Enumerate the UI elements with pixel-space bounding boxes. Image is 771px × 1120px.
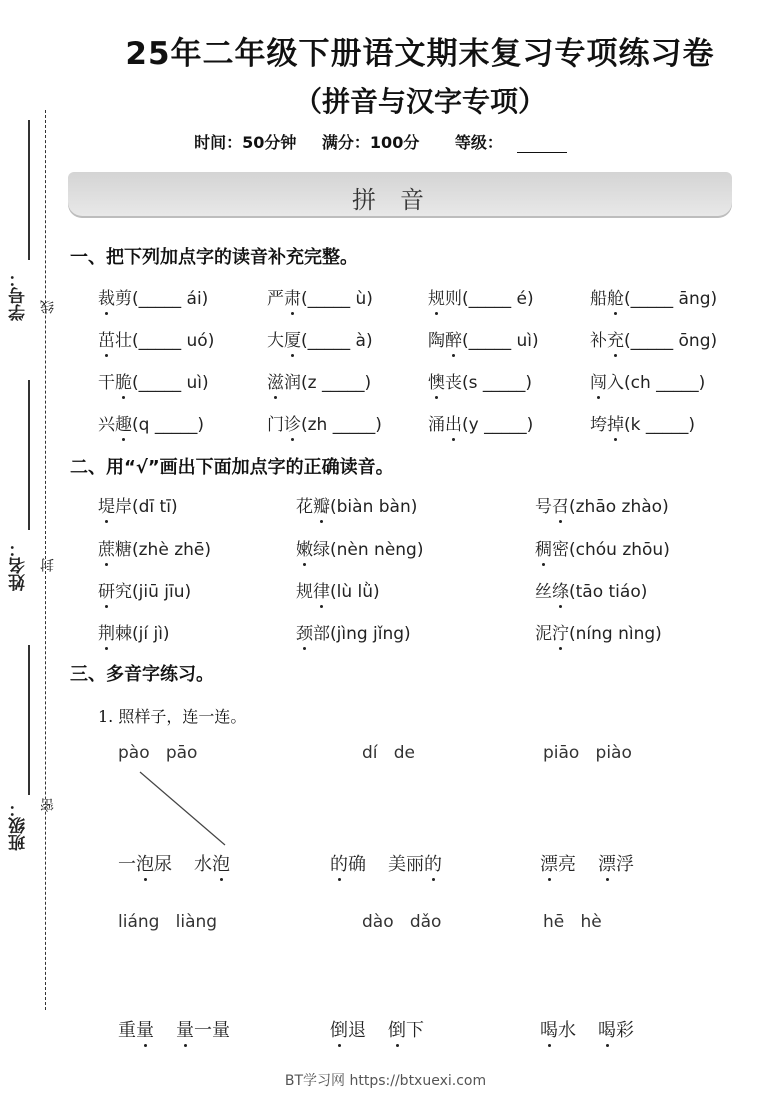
word-char: 亮 [558,854,576,875]
dotted-char: 瓣 [313,497,330,517]
section1-pinyin[interactable]: (_____ ōng) [624,331,718,351]
word-char: 剪 [115,289,132,309]
word-b [598,854,634,875]
word-a [118,1020,154,1041]
word-char: 规 [296,582,313,602]
section1-pinyin[interactable]: (_____ é) [462,289,534,309]
word-char: 丝 [535,582,552,602]
dotted-char: 稠 [535,540,552,560]
dotted-char: 肃 [284,289,301,309]
pinyin-pair[interactable]: liáng liàng [118,912,218,932]
dotted-char: 懊 [428,373,445,393]
word-char: 干 [98,373,115,393]
id-label: 学号： [9,270,29,321]
dotted-char: 堤 [98,497,115,517]
dotted-char: 趣 [115,415,132,435]
dotted-char: 漂 [540,854,558,875]
dotted-char: 醉 [445,331,462,351]
section2-pinyin[interactable]: (jí jì) [132,624,170,644]
word-pair [118,850,230,876]
section2-pinyin[interactable]: (lù lǜ) [330,582,380,602]
section2-pinyin[interactable]: (níng nìng) [569,624,662,644]
dotted-char: 喝 [598,1020,616,1041]
word-char: 花 [296,497,313,517]
word-pair [330,850,442,876]
section1-pinyin[interactable]: (s _____) [462,373,533,393]
dotted-char: 滋 [267,373,284,393]
word-pair [540,850,634,876]
section1-pinyin[interactable]: (k _____) [624,415,696,435]
pinyin-pair[interactable]: hē hè [543,912,602,932]
word-b [194,854,230,875]
word-char: 下 [406,1020,424,1041]
dotted-char: 召 [552,497,569,517]
word-a [540,854,576,875]
section3-heading: 三、多音字练习。 [70,664,214,685]
word-char: 退 [348,1020,366,1041]
dotted-char: 研 [98,582,115,602]
section3-sub: 1. 照样子，连一连。 [98,707,247,726]
word-char: 确 [348,854,366,875]
word-char: 浮 [616,854,634,875]
dotted-char: 量 [176,1020,194,1041]
dotted-char: 泡 [212,854,230,875]
dotted-char: 充 [607,331,624,351]
section1-pinyin[interactable]: (_____ āng) [624,289,718,309]
word-char: 一 [194,1020,212,1041]
section1-pinyin[interactable]: (_____ ái) [132,289,209,309]
section2-pinyin[interactable]: (jìng jǐng) [330,624,411,644]
section2-pinyin[interactable]: (tāo tiáo) [569,582,648,602]
dotted-char: 量 [136,1020,154,1041]
pinyin-pair[interactable]: pào pāo [118,743,198,763]
word-pair [118,1016,230,1042]
section1-pinyin[interactable]: (q _____) [132,415,204,435]
dotted-char: 裁 [98,289,115,309]
dotted-char: 舱 [607,289,624,309]
name-label: 姓名： [9,540,29,591]
page-subtitle: （拼音与汉字专项） [293,85,546,118]
word-char: 岸 [115,497,132,517]
page-title: 25年二年级下册语文期末复习专项练习卷 [125,36,715,72]
dotted-char: 漂 [598,854,616,875]
word-b [176,1020,230,1041]
word-b [598,1020,634,1041]
word-char: 入 [607,373,624,393]
word-pair [330,1016,424,1042]
word-pair [540,1016,634,1042]
seal-seal-mark: 封 [40,558,56,572]
word-char: 严 [267,289,284,309]
section2-pinyin[interactable]: (jiū jīu) [132,582,192,602]
word-char: 大 [267,331,284,351]
word-char: 尿 [154,854,172,875]
word-char: 重 [118,1020,136,1041]
section1-pinyin[interactable]: (y _____) [462,415,534,435]
dotted-char: 茁 [98,331,115,351]
word-char: 润 [284,373,301,393]
word-char: 兴 [98,415,115,435]
dotted-char: 嫩 [296,540,313,560]
word-a [330,854,366,875]
section1-pinyin[interactable]: (_____ uì) [132,373,209,393]
section2-heading: 二、用“√”画出下面加点字的正确读音。 [70,457,394,478]
word-a [540,1020,576,1041]
dotted-char: 脆 [115,373,132,393]
word-char: 水 [558,1020,576,1041]
pinyin-pair[interactable]: dí de [362,743,415,763]
grade-label: 等级： [454,133,503,152]
section2-pinyin[interactable]: (biàn bàn) [330,497,418,517]
pinyin-pair[interactable]: piāo piào [543,743,632,763]
word-char: 一 [118,854,136,875]
dotted-char: 掉 [607,415,624,435]
dotted-char: 倒 [388,1020,406,1041]
section1-pinyin[interactable]: (zh _____) [301,415,382,435]
dotted-char: 厦 [284,331,301,351]
word-char: 丧 [445,373,462,393]
word-char: 量 [212,1020,230,1041]
word-char: 美 [388,854,406,875]
dotted-char: 的 [424,854,442,875]
word-char: 密 [552,540,569,560]
word-char: 泥 [535,624,552,644]
section1-pinyin[interactable]: (z _____) [301,373,372,393]
word-char: 丽 [406,854,424,875]
word-char: 涌 [428,415,445,435]
score-info: 满分：100分 [321,133,420,152]
word-a [118,854,172,875]
section2-pinyin[interactable]: (zhāo zhào) [569,497,669,517]
word-char: 则 [445,289,462,309]
word-char: 船 [590,289,607,309]
section1-heading: 一、把下列加点字的读音补充完整。 [70,247,358,268]
word-b [388,1020,424,1041]
word-char: 绿 [313,540,330,560]
word-b [388,854,442,875]
word-char: 门 [267,415,284,435]
word-char: 陶 [428,331,445,351]
section2-pinyin[interactable]: (dī tī) [132,497,178,517]
dotted-char: 蔗 [98,540,115,560]
section2-pinyin[interactable]: (zhè zhē) [132,540,211,560]
dotted-char: 规 [428,289,445,309]
word-char: 糖 [115,540,132,560]
word-char: 补 [590,331,607,351]
word-char: 壮 [115,331,132,351]
seal-line-mark: 线 [40,300,56,314]
word-char: 部 [313,624,330,644]
dotted-char: 的 [330,854,348,875]
section1-pinyin[interactable]: (_____ uó) [132,331,215,351]
section1-pinyin[interactable]: (_____ uì) [462,331,539,351]
time-info: 时间：50分钟 [194,133,297,152]
dotted-char: 出 [445,415,462,435]
dotted-char: 泞 [552,624,569,644]
section1-pinyin[interactable]: (ch _____) [624,373,706,393]
section1-pinyin[interactable]: (_____ ù) [301,289,373,309]
dotted-char: 颈 [296,624,313,644]
dotted-char: 喝 [540,1020,558,1041]
section2-pinyin[interactable]: (chóu zhōu) [569,540,670,560]
dotted-char: 绦 [552,582,569,602]
word-char: 垮 [590,415,607,435]
word-char: 号 [535,497,552,517]
pinyin-pair[interactable]: dào dǎo [362,912,442,932]
word-char: 水 [194,854,212,875]
word-a [330,1020,366,1041]
dotted-char: 闯 [590,373,607,393]
word-char: 究 [115,582,132,602]
dotted-char: 泡 [136,854,154,875]
section1-pinyin[interactable]: (_____ à) [301,331,373,351]
dotted-char: 诊 [284,415,301,435]
dotted-char: 荆 [98,624,115,644]
word-char: 棘 [115,624,132,644]
section2-pinyin[interactable]: (nèn nèng) [330,540,424,560]
class-label: 班级： [9,800,29,851]
banner-title: 拼音 [352,186,448,214]
dotted-char: 律 [313,582,330,602]
word-char: 彩 [616,1020,634,1041]
seal-secret-mark: 密 [40,798,56,812]
dotted-char: 倒 [330,1020,348,1041]
footer-watermark: BT学习网 https://btxuexi.com [284,1073,487,1089]
